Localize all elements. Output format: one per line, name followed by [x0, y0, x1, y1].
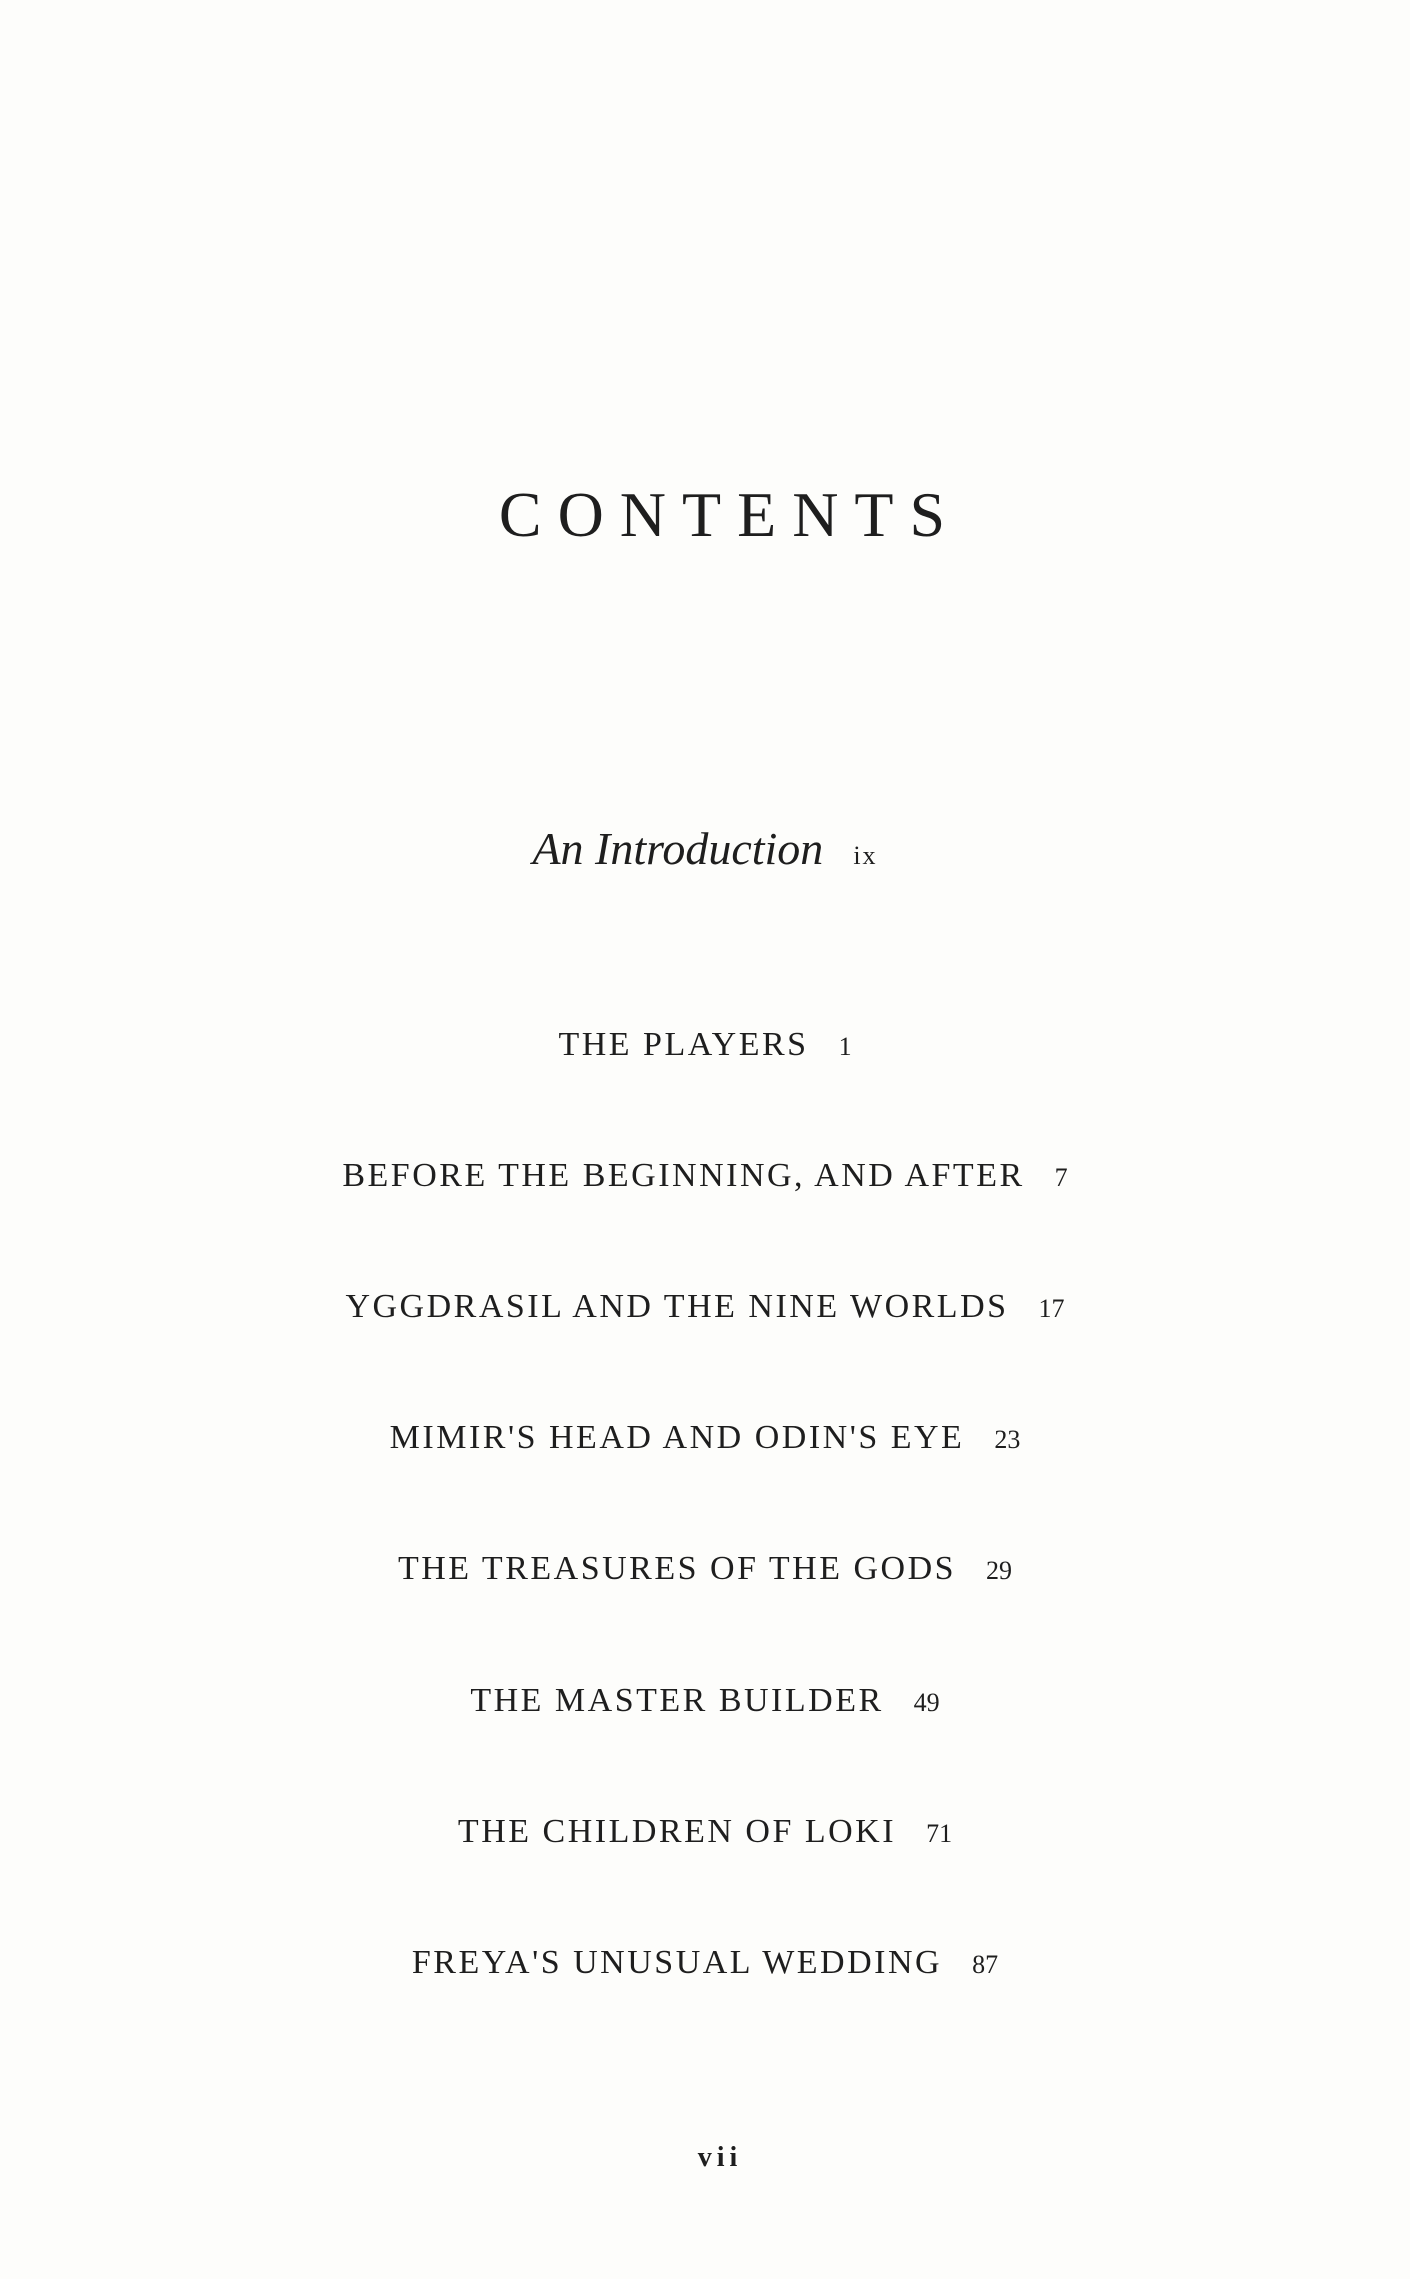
toc-entry-title: THE MASTER BUILDER — [470, 1682, 884, 1719]
toc-entry-title: MIMIR'S HEAD AND ODIN'S EYE — [389, 1419, 965, 1456]
toc-entry-page-number: 17 — [1038, 1294, 1065, 1323]
contents-heading: CONTENTS — [498, 479, 962, 550]
toc-entry[interactable] — [0, 1813, 1410, 1851]
toc-entry-page-number: 29 — [986, 1556, 1013, 1585]
toc-entry-introduction[interactable] — [0, 822, 1410, 875]
toc-entry-title: THE CHILDREN OF LOKI — [457, 1813, 897, 1850]
toc-entry-page-number: 49 — [913, 1688, 940, 1717]
toc-entry[interactable] — [0, 1288, 1410, 1326]
toc-entry[interactable] — [0, 1550, 1410, 1588]
toc-entry[interactable] — [0, 1944, 1410, 1982]
toc-entry-title: BEFORE THE BEGINNING, AND AFTER — [342, 1157, 1025, 1194]
toc-entry-title: THE TREASURES OF THE GODS — [397, 1550, 957, 1587]
page-folio: vii — [697, 2142, 743, 2173]
toc-entry-title: An Introduction — [532, 823, 824, 874]
toc-entry-title: THE PLAYERS — [558, 1026, 809, 1063]
toc-entry-title: FREYA'S UNUSUAL WEDDING — [411, 1944, 943, 1981]
toc-entry-page-number: 1 — [838, 1032, 852, 1061]
toc-entry[interactable] — [0, 1682, 1410, 1720]
toc-entry-title: YGGDRASIL AND THE NINE WORLDS — [345, 1288, 1009, 1325]
toc-entry[interactable] — [0, 1157, 1410, 1195]
toc-entry[interactable] — [0, 1026, 1410, 1064]
toc-entry-page-number: 23 — [994, 1425, 1021, 1454]
toc-entry-page-number: 7 — [1054, 1163, 1068, 1192]
toc-entry-page-number: 87 — [972, 1950, 999, 1979]
toc-entry-page-number: 71 — [926, 1819, 953, 1848]
toc-entry[interactable] — [0, 1419, 1410, 1457]
toc-entry-page-number: ix — [853, 841, 878, 870]
